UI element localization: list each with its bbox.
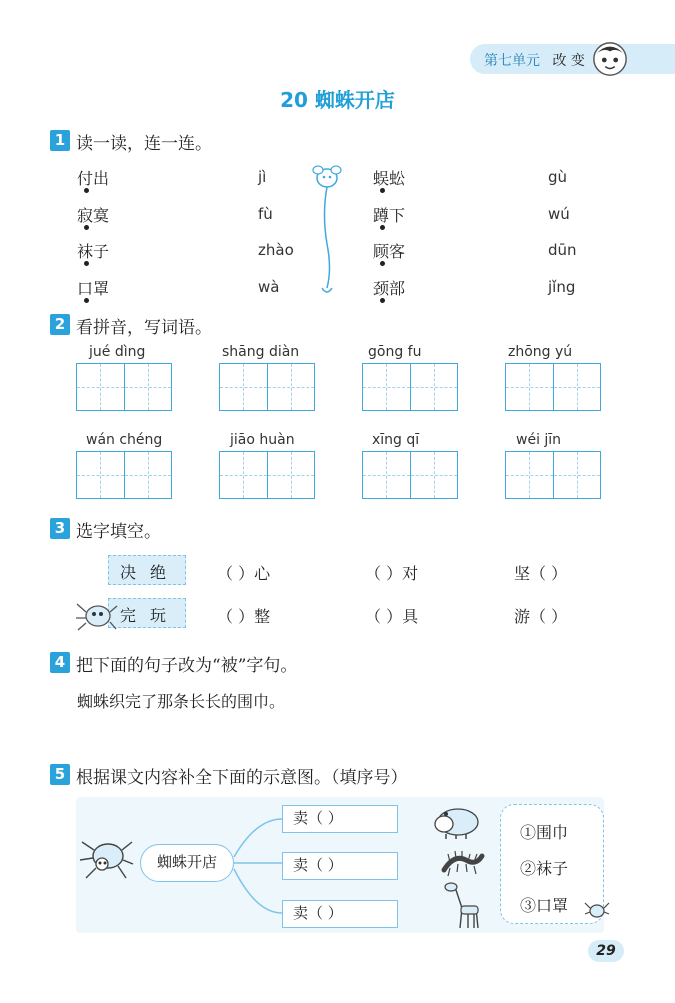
connect-dot[interactable]: [380, 261, 385, 266]
section-1-title: 读一读，连一连。: [76, 134, 212, 154]
small-spider-icon: [584, 898, 610, 922]
unit-number: 第七单元: [484, 53, 540, 69]
connect-dot[interactable]: [84, 188, 89, 193]
pinyin-prompt: zhōng yú: [508, 344, 573, 360]
center-node: 蜘蛛开店: [140, 844, 234, 882]
hippo-icon: [432, 802, 482, 840]
mascot-icon: [591, 40, 629, 78]
connect-dot[interactable]: [380, 225, 385, 230]
option-item: ②袜子: [520, 859, 569, 878]
left-word: 口罩: [77, 279, 110, 298]
connect-dot[interactable]: [380, 298, 385, 303]
left-word: 寂寞: [77, 206, 110, 225]
right-pinyin: jǐng: [548, 278, 576, 296]
original-sentence: 蜘蛛织完了那条长长的围巾。: [77, 692, 286, 711]
page-number: 29: [588, 940, 624, 962]
writing-grid[interactable]: [362, 363, 458, 411]
fill-blank[interactable]: （ ）心: [217, 564, 271, 583]
pinyin-prompt: gōng fu: [368, 344, 422, 360]
left-pinyin: jì: [258, 168, 267, 186]
section-2-number: 2: [50, 314, 70, 335]
writing-grid[interactable]: [219, 451, 315, 499]
section-2-title: 看拼音，写词语。: [76, 318, 212, 338]
fill-blank[interactable]: （ ）对: [365, 564, 419, 583]
pinyin-prompt: jué dìng: [89, 344, 146, 360]
left-pinyin: wà: [258, 278, 280, 296]
spider-icon: [74, 594, 118, 634]
unit-title: 改 变: [552, 53, 585, 69]
writing-grid[interactable]: [219, 363, 315, 411]
right-word: 蹲下: [373, 206, 406, 225]
section-3-title: 选字填空。: [76, 522, 161, 542]
right-word: 颈部: [373, 279, 406, 298]
choice-chars: 完玩: [120, 606, 181, 625]
right-word: 顾客: [373, 242, 406, 261]
fill-blank[interactable]: （ ）具: [365, 607, 419, 626]
fill-blank[interactable]: （ ）整: [217, 607, 271, 626]
section-1-number: 1: [50, 130, 70, 151]
section-5-number: 5: [50, 764, 70, 785]
writing-grid[interactable]: [76, 451, 172, 499]
left-word: 付出: [77, 169, 110, 188]
option-item: ①围巾: [520, 823, 569, 842]
pinyin-prompt: jiāo huàn: [230, 432, 295, 448]
right-word: 蜈蚣: [373, 169, 406, 188]
writing-grid[interactable]: [76, 363, 172, 411]
section-5-title: 根据课文内容补全下面的示意图。（填序号）: [76, 768, 408, 788]
giraffe-icon: [440, 880, 484, 930]
right-pinyin: wú: [548, 205, 570, 223]
fill-blank[interactable]: 游（ ）: [514, 607, 568, 626]
left-word: 袜子: [77, 242, 110, 261]
connect-dot[interactable]: [84, 298, 89, 303]
pinyin-prompt: wán chéng: [86, 432, 163, 448]
choice-chars: 决绝: [120, 563, 181, 582]
spider-icon: [78, 834, 134, 884]
centipede-icon: [440, 848, 486, 878]
writing-grid[interactable]: [505, 363, 601, 411]
connect-dot[interactable]: [380, 188, 385, 193]
pinyin-prompt: xīng qī: [372, 432, 420, 448]
right-pinyin: dūn: [548, 241, 577, 259]
unit-label: [484, 50, 585, 70]
page-title: 20 蜘蛛开店: [280, 88, 395, 112]
section-3-number: 3: [50, 518, 70, 539]
connect-dot[interactable]: [84, 261, 89, 266]
sell-item-box[interactable]: 卖（ ）: [282, 852, 398, 880]
fill-blank[interactable]: 坚（ ）: [514, 564, 568, 583]
left-pinyin: fù: [258, 205, 273, 223]
option-item: ③口罩: [520, 896, 569, 915]
sell-item-box[interactable]: 卖（ ）: [282, 805, 398, 833]
right-pinyin: gù: [548, 168, 568, 186]
writing-grid[interactable]: [362, 451, 458, 499]
sell-item-box[interactable]: 卖（ ）: [282, 900, 398, 928]
writing-grid[interactable]: [505, 451, 601, 499]
pinyin-prompt: shāng diàn: [222, 344, 300, 360]
bee-divider-icon: [312, 164, 342, 298]
pinyin-prompt: wéi jīn: [516, 432, 562, 448]
section-4-number: 4: [50, 652, 70, 673]
left-pinyin: zhào: [258, 241, 294, 259]
section-4-title: 把下面的句子改为“被”字句。: [76, 656, 298, 676]
connect-dot[interactable]: [84, 225, 89, 230]
